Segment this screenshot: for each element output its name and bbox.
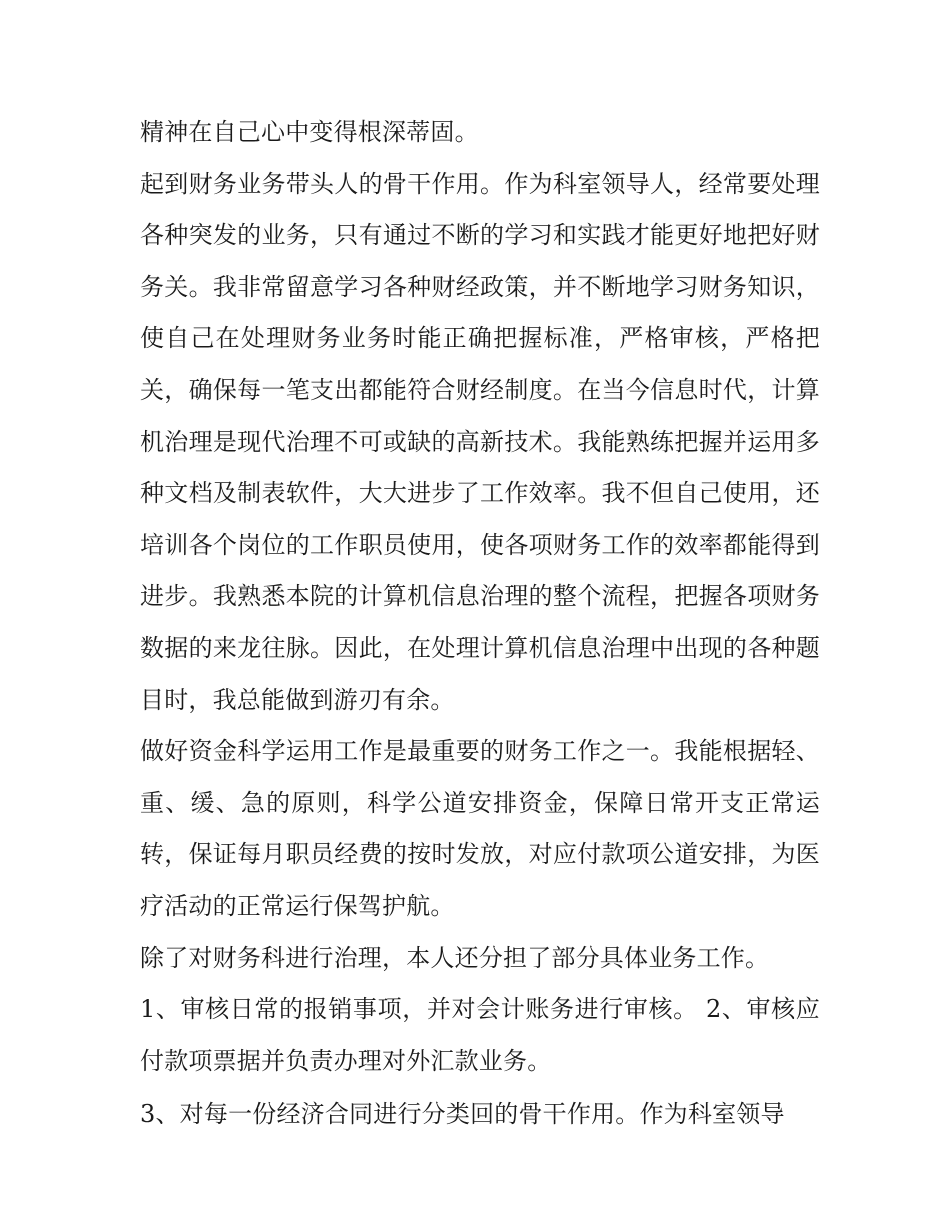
paragraph-3: 做好资金科学运用工作是最重要的财务工作之一。我能根据轻、重、缓、急的原则，科学公道安排资金，保障日常开支正常运转，保证每月职员经费的按时发放，对应付款项公道安排，为医疗活动的正常运行保驾护航。 xyxy=(140,737,820,920)
document-body xyxy=(140,107,820,1141)
paragraph-1: 精神在自己心中变得根深蒂固。 xyxy=(140,118,479,146)
paragraph-2: 起到财务业务带头人的骨干作用。作为科室领导人，经常要处理各种突发的业务，只有通过不断的学习和实践才能更好地把好财务关。我非常留意学习各种财经政策，并不断地学习财务知识，使自己在处理财务业务时能正确把握标准，严格审核，严格把关，确保每一笔支出都能符合财经制度。在当今信息时代，计算机治理是现代治理不可或缺的高新技术。我能熟练把握并运用多种文档及制表软件，大大进步了工作效率。我不但自己使用，还培训各个岗位的工作职员使用，使各项财务工作的效率都能得到进步。我熟悉本院的计算机信息治理的整个流程，把握各项财务数据的来龙往脉。因此，在处理计算机信息治理中出现的各种题目时，我总能做到游刃有余。 xyxy=(140,169,820,714)
paragraph-4: 除了对财务科进行治理，本人还分担了部分具体业务工作。 xyxy=(140,943,770,972)
paragraph-6: 3、对每一份经济合同进行分类回的骨干作用。作为科室领导 xyxy=(140,1100,785,1129)
paragraph-5: 1、审核日常的报销事项，并对会计账务进行审核。 2、审核应付款项票据并负责办理对外汇款业务。 xyxy=(140,995,820,1075)
